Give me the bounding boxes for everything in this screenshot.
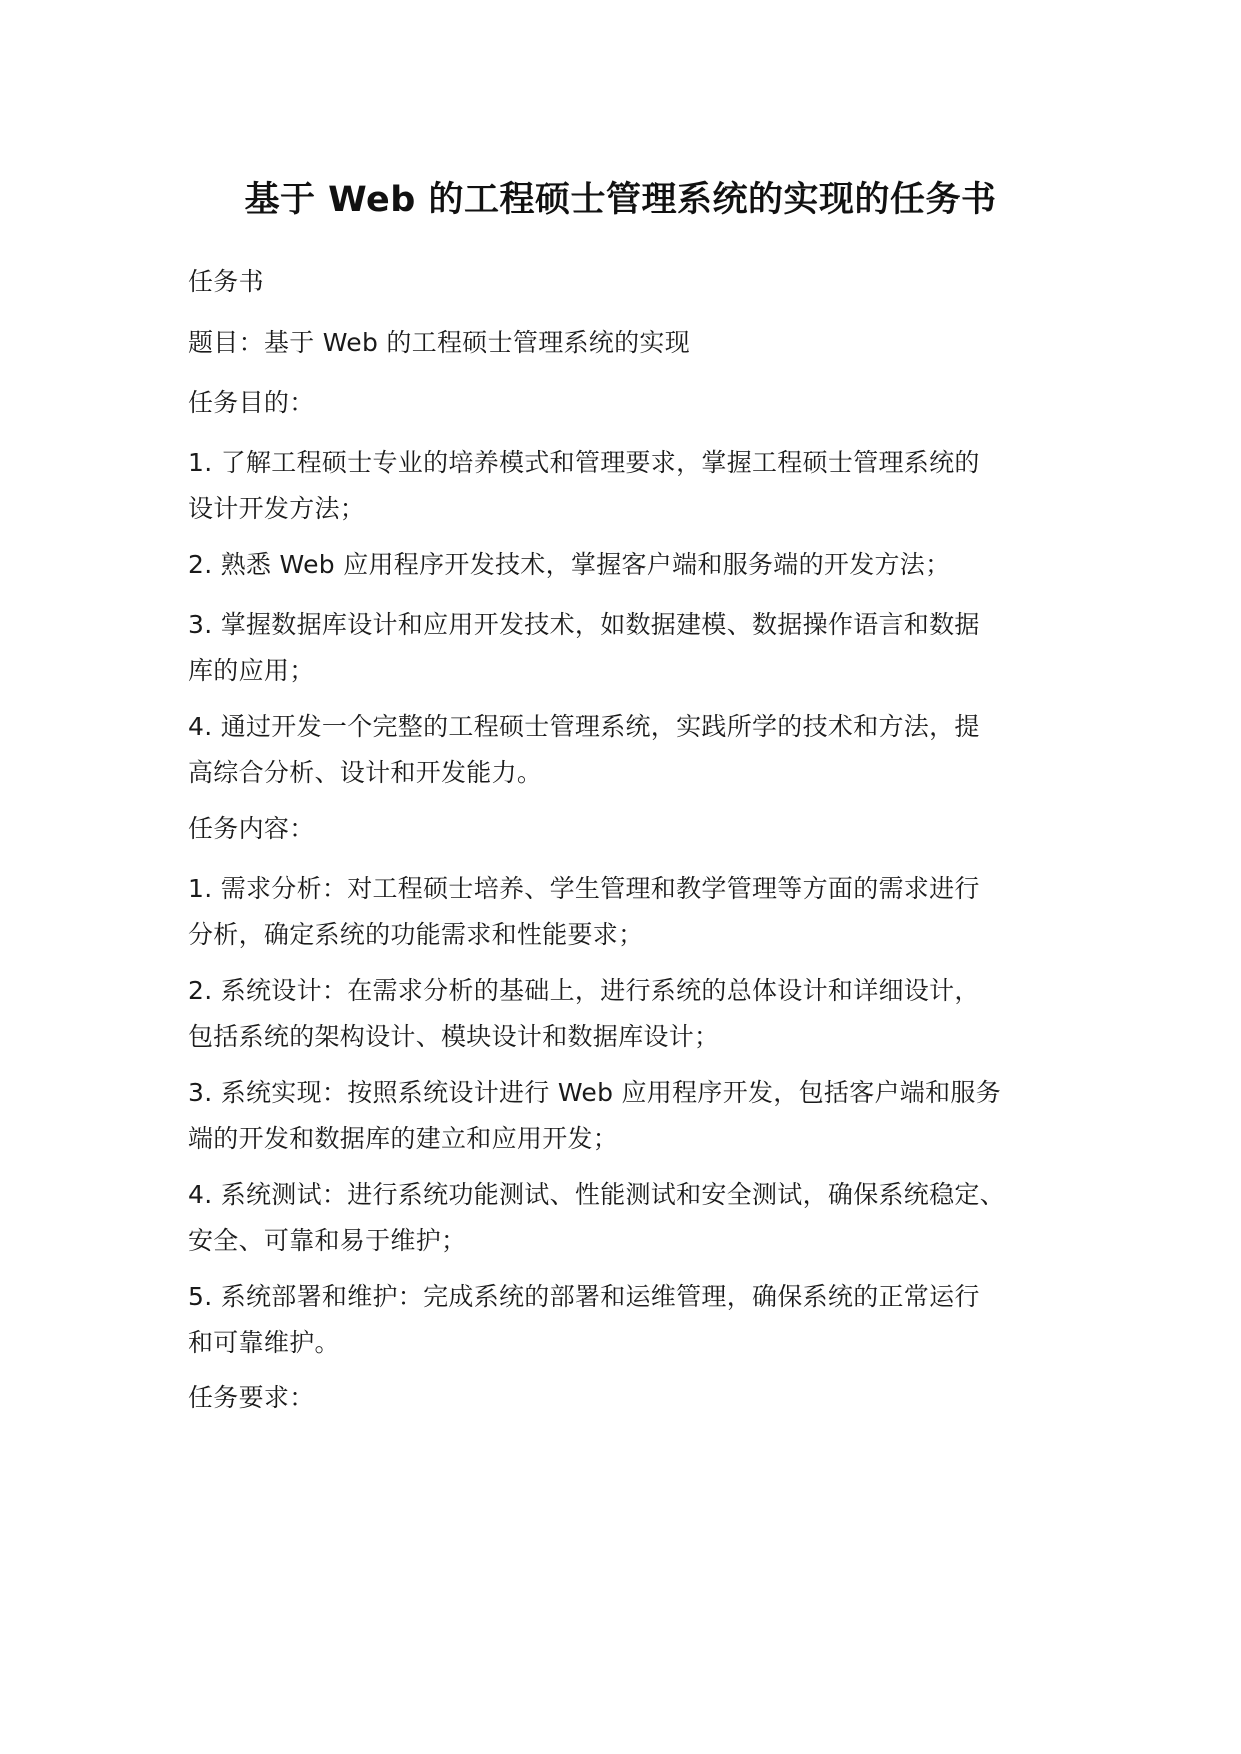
content-item-4: 4. 系统测试：进行系统功能测试、性能测试和安全测试，确保系统稳定、 安全、可靠和易于维护；	[188, 1180, 1006, 1255]
purpose-item-2: 2. 熟悉 Web 应用程序开发技术，掌握客户端和服务端的开发方法；	[188, 550, 951, 579]
purpose-item-3: 3. 掌握数据库设计和应用开发技术，如数据建模、数据操作语言和数据 库的应用；	[188, 610, 980, 685]
content-item-1: 1. 需求分析：对工程硕士培养、学生管理和教学管理等方面的需求进行 分析，确定系统的功能需求和性能要求；	[188, 874, 980, 949]
heading-task-book: 任务书	[188, 267, 264, 296]
topic-line: 题目：基于 Web 的工程硕士管理系统的实现	[188, 328, 690, 357]
section-heading-content: 任务内容：	[188, 814, 315, 843]
content-item-5: 5. 系统部署和维护：完成系统的部署和运维管理，确保系统的正常运行 和可靠维护。	[188, 1282, 980, 1357]
content-item-3: 3. 系统实现：按照系统设计进行 Web 应用程序开发，包括客户端和服务 端的开发和数据库的建立和应用开发；	[188, 1078, 1001, 1153]
section-heading-requirements: 任务要求：	[188, 1383, 315, 1412]
purpose-item-1: 1. 了解工程硕士专业的培养模式和管理要求，掌握工程硕士管理系统的 设计开发方法；	[188, 448, 980, 523]
purpose-item-4: 4. 通过开发一个完整的工程硕士管理系统，实践所学的技术和方法，提 高综合分析、设计和开发能力。	[188, 712, 980, 787]
section-heading-purpose: 任务目的：	[188, 388, 315, 417]
content-item-2: 2. 系统设计：在需求分析的基础上，进行系统的总体设计和详细设计， 包括系统的架构设计、模块设计和数据库设计；	[188, 976, 980, 1051]
document-title: 基于 Web 的工程硕士管理系统的实现的任务书	[244, 180, 997, 220]
